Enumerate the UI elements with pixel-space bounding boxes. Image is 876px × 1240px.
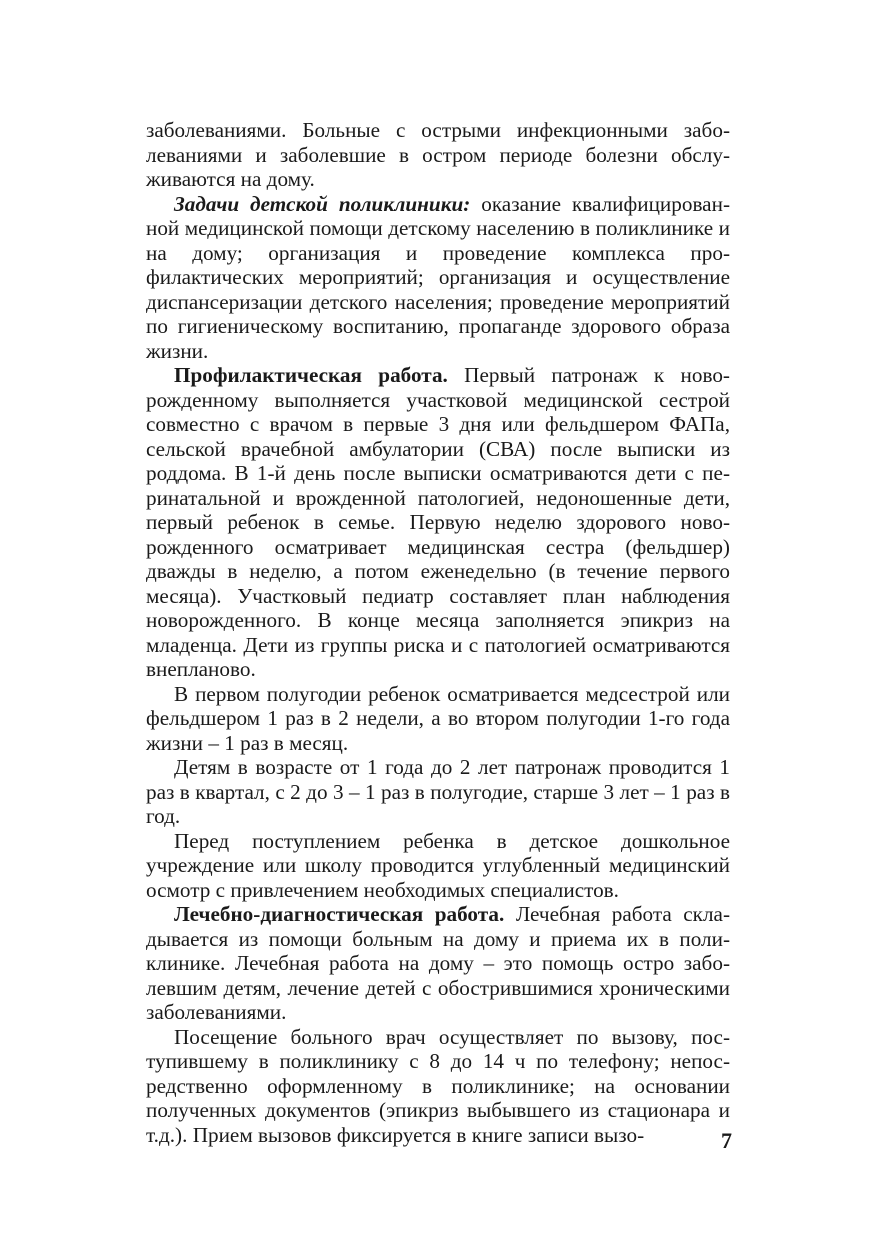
page-number: 7	[721, 1128, 732, 1153]
paragraph-7-heading: Лечебно-диагностическая работа.	[174, 902, 505, 926]
paragraph-7-text: Лечебная работа складывается из помощи больным на дому и приема их в поликлинике. Лечебная работа на дому – это помощь остро заболевшим детям, лечение детей с обострившимися хроническими заболеваниями.	[146, 902, 730, 1024]
paragraph-2-heading: Задачи детской поликлиники:	[174, 191, 471, 216]
paragraph-2-text: оказание квалифицированной медицинской помощи детскому населению в поликлинике и на дому; организация и проведение комплекса профилактических мероприятий; организация и осуществление диспансеризации детского населения; проведение мероприятий по гигиеническому воспитанию, пропаганде здорового образа жизни.	[146, 191, 730, 363]
paragraph-6-text: Перед поступлением ребенка в детское дошкольное учреждение или школу проводится углубленный медицинский осмотр с привлечением необходимых специалистов.	[146, 828, 730, 902]
paragraph-4-text: В первом полугодии ребенок осматривается медсестрой или фельдшером 1 раз в 2 недели, а во втором полугодии 1-го года жизни – 1 раз в месяц.	[146, 681, 730, 755]
paragraph-8-text: Посещение больного врач осуществляет по вызову, поступившему в поликлинику с 8 до 14 ч по телефону; непосредственно оформленному в поликлинике; на основании полученных документов (эпикриз выбывшего из стационара и т.д.). Прием вызовов фиксируется в книге записи вызо-	[146, 1024, 730, 1147]
page-body	[146, 118, 730, 1147]
paragraph-1-text: заболеваниями. Больные с острыми инфекционными заболеваниями и заболевшие в остром периоде болезни обслуживаются на дому.	[146, 118, 730, 191]
paragraph-7	[146, 902, 730, 1025]
paragraph-2	[146, 192, 730, 364]
paragraph-8	[146, 1025, 730, 1148]
paragraph-5-text: Детям в возрасте от 1 года до 2 лет патронаж проводится 1 раз в квартал, с 2 до 3 – 1 раз в полугодие, старше 3 лет – 1 раз в год.	[146, 755, 730, 828]
paragraph-1	[146, 118, 730, 192]
paragraph-3	[146, 363, 730, 682]
paragraph-3-heading: Профилактическая работа.	[174, 363, 448, 387]
paragraph-4	[146, 682, 730, 756]
paragraph-5	[146, 755, 730, 829]
paragraph-3-text: Первый патронаж к новорожденному выполняется участковой медицинской сестрой совместно с врачом в первые 3 дня или фельдшером ФАПа, сельской врачебной амбулатории (СВА) после выписки из роддома. В 1-й день после выписки осматриваются дети с перинатальной и врожденной патологией, недоношенные дети, первый ребенок в семье. Первую неделю здорового новорожденного осматривает медицинская сестра (фельдшер) дважды в неделю, а потом еженедельно (в течение первого месяца). Участковый педиатр составляет план наблюдения новорожденного. В конце месяца заполняется эпикриз на младенца. Дети из группы риска и с патологией осматриваются внепланово.	[146, 363, 730, 681]
paragraph-6	[146, 829, 730, 903]
